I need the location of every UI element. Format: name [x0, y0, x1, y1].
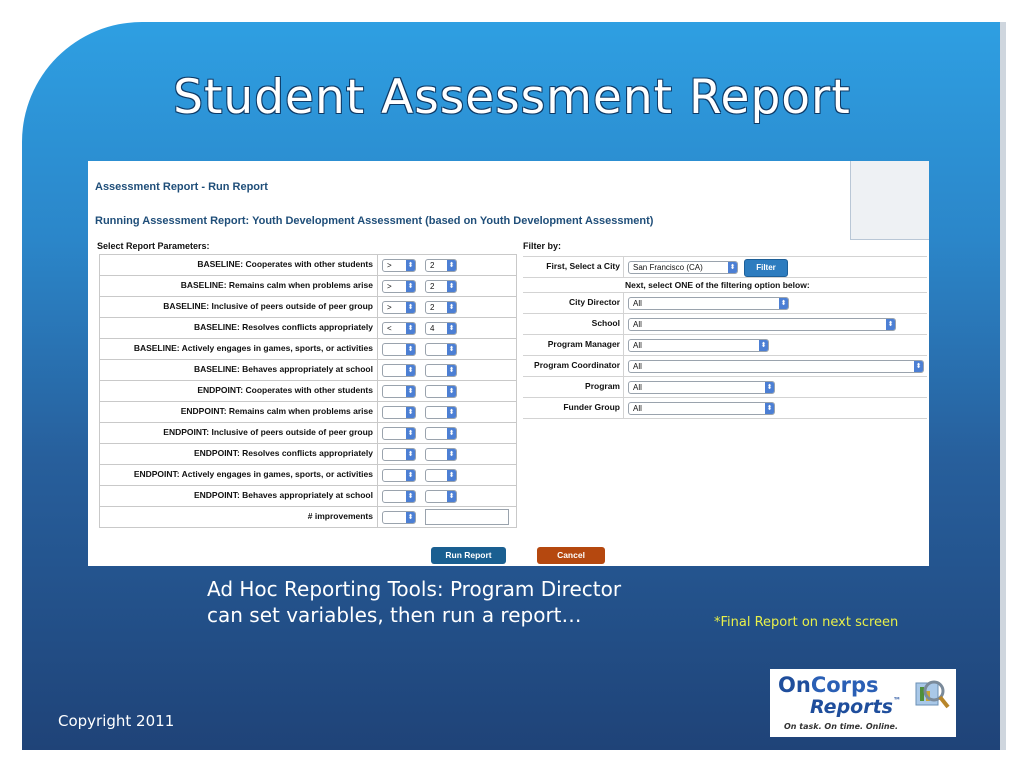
- school-label: School: [523, 314, 624, 334]
- final-report-note: *Final Report on next screen: [714, 615, 899, 630]
- city-director-select[interactable]: All ⬍: [628, 297, 789, 310]
- value-select[interactable]: [425, 343, 457, 356]
- select-arrow-icon: ⬍: [407, 451, 414, 458]
- improvements-label: # improvements: [100, 507, 378, 527]
- filter-row-program: [523, 376, 927, 397]
- select-arrow-icon: ⬍: [407, 367, 414, 374]
- slide-caption: Ad Hoc Reporting Tools: Program Director can set variables, then run a report…: [207, 577, 622, 627]
- oncorps-logo: [770, 669, 956, 737]
- filter-heading: Filter by:: [523, 241, 562, 251]
- value-select[interactable]: [425, 469, 457, 482]
- operator-select[interactable]: > ⬍: [382, 280, 416, 293]
- slide-title: Student Assessment Report: [173, 70, 851, 125]
- value-select[interactable]: 2 ⬍: [425, 301, 457, 314]
- param-row: [99, 422, 517, 443]
- city-director-label: City Director: [523, 293, 624, 313]
- operator-select[interactable]: > ⬍: [382, 301, 416, 314]
- program-label: Program: [523, 377, 624, 397]
- param-label: BASELINE: Actively engages in games, sports, or activities: [100, 339, 378, 359]
- operator-select[interactable]: < ⬍: [382, 322, 416, 335]
- param-row: [99, 317, 517, 338]
- report-screenshot: [88, 161, 929, 566]
- funder-group-select[interactable]: All ⬍: [628, 402, 775, 415]
- logo-wordmark: OnCorps: [778, 673, 879, 697]
- param-row: [99, 443, 517, 464]
- select-arrow-icon: ⬍: [407, 304, 414, 311]
- param-row: [99, 359, 517, 380]
- filter-row-school: [523, 313, 927, 334]
- select-arrow-icon: ⬍: [407, 325, 414, 332]
- select-arrow-icon: ⬍: [407, 514, 414, 521]
- param-label: ENDPOINT: Remains calm when problems arise: [100, 402, 378, 422]
- select-arrow-icon: ⬍: [448, 409, 455, 416]
- operator-select[interactable]: > ⬍: [382, 259, 416, 272]
- program-coordinator-label: Program Coordinator: [523, 356, 624, 376]
- param-label: ENDPOINT: Resolves conflicts appropriately: [100, 444, 378, 464]
- select-arrow-icon: ⬍: [448, 325, 455, 332]
- copyright-text: Copyright 2011: [58, 712, 175, 730]
- param-table: [99, 254, 517, 528]
- cancel-button[interactable]: Cancel: [537, 547, 605, 564]
- param-row: [99, 401, 517, 422]
- funder-group-label: Funder Group: [523, 398, 624, 418]
- school-select[interactable]: All ⬍: [628, 318, 896, 331]
- logo-tagline: On task. On time. Online.: [784, 722, 898, 731]
- improvements-operator-select[interactable]: [382, 511, 416, 524]
- param-row: [99, 296, 517, 317]
- operator-select[interactable]: [382, 343, 416, 356]
- select-arrow-icon: ⬍: [407, 472, 414, 479]
- param-row: [99, 380, 517, 401]
- select-arrow-icon: ⬍: [448, 493, 455, 500]
- filter-note: Next, select ONE of the filtering option below:: [625, 280, 810, 290]
- select-arrow-icon: ⬍: [766, 384, 773, 391]
- filter-row-program-coordinator: [523, 355, 927, 376]
- filter-row-city: [523, 256, 927, 277]
- improvements-input[interactable]: [425, 509, 509, 525]
- logo-reports: Reports™: [810, 696, 901, 718]
- select-arrow-icon: ⬍: [448, 346, 455, 353]
- select-arrow-icon: ⬍: [407, 430, 414, 437]
- value-select[interactable]: [425, 385, 457, 398]
- param-row: [99, 254, 517, 275]
- value-select[interactable]: [425, 406, 457, 419]
- param-row: [99, 485, 517, 506]
- value-select[interactable]: [425, 427, 457, 440]
- value-select[interactable]: 2 ⬍: [425, 259, 457, 272]
- panel-corner: [850, 161, 929, 240]
- program-manager-label: Program Manager: [523, 335, 624, 355]
- param-label: BASELINE: Cooperates with other students: [100, 255, 378, 275]
- select-arrow-icon: ⬍: [448, 367, 455, 374]
- select-arrow-icon: ⬍: [407, 493, 414, 500]
- param-label: ENDPOINT: Inclusive of peers outside of peer group: [100, 423, 378, 443]
- select-arrow-icon: ⬍: [760, 342, 767, 349]
- operator-select[interactable]: [382, 364, 416, 377]
- operator-select[interactable]: [382, 469, 416, 482]
- select-arrow-icon: ⬍: [448, 388, 455, 395]
- select-arrow-icon: ⬍: [407, 283, 414, 290]
- report-page-title: Assessment Report - Run Report: [95, 181, 268, 193]
- param-row: [99, 338, 517, 359]
- select-arrow-icon: ⬍: [448, 451, 455, 458]
- program-select[interactable]: All ⬍: [628, 381, 775, 394]
- filter-table: [523, 256, 927, 419]
- select-arrow-icon: ⬍: [407, 388, 414, 395]
- param-row: [99, 464, 517, 485]
- program-manager-select[interactable]: All ⬍: [628, 339, 769, 352]
- select-arrow-icon: ⬍: [915, 363, 922, 370]
- param-label: ENDPOINT: Behaves appropriately at school: [100, 486, 378, 506]
- select-arrow-icon: ⬍: [887, 321, 894, 328]
- operator-select[interactable]: [382, 385, 416, 398]
- param-label: ENDPOINT: Cooperates with other students: [100, 381, 378, 401]
- operator-select[interactable]: [382, 406, 416, 419]
- select-arrow-icon: ⬍: [407, 409, 414, 416]
- operator-select[interactable]: [382, 448, 416, 461]
- select-arrow-icon: ⬍: [407, 346, 414, 353]
- select-arrow-icon: ⬍: [448, 262, 455, 269]
- city-select[interactable]: San Francisco (CA) ⬍: [628, 261, 738, 274]
- param-label: ENDPOINT: Actively engages in games, sports, or activities: [100, 465, 378, 485]
- operator-select[interactable]: [382, 427, 416, 440]
- value-select[interactable]: 4 ⬍: [425, 322, 457, 335]
- improvements-row: [99, 506, 517, 528]
- value-select[interactable]: [425, 448, 457, 461]
- filter-row-program-manager: [523, 334, 927, 355]
- value-select[interactable]: [425, 490, 457, 503]
- value-select[interactable]: [425, 364, 457, 377]
- report-subtitle: Running Assessment Report: Youth Development Assessment (based on Youth Development Assessment): [95, 215, 654, 227]
- filter-row-funder-group: [523, 397, 927, 419]
- param-label: BASELINE: Behaves appropriately at school: [100, 360, 378, 380]
- select-arrow-icon: ⬍: [407, 262, 414, 269]
- filter-row-city-director: [523, 292, 927, 313]
- param-label: BASELINE: Resolves conflicts appropriately: [100, 318, 378, 338]
- param-row: [99, 275, 517, 296]
- select-arrow-icon: ⬍: [780, 300, 787, 307]
- city-label: First, Select a City: [523, 257, 624, 277]
- run-report-button[interactable]: Run Report: [431, 547, 506, 564]
- value-select[interactable]: 2 ⬍: [425, 280, 457, 293]
- select-arrow-icon: ⬍: [448, 304, 455, 311]
- param-label: BASELINE: Inclusive of peers outside of peer group: [100, 297, 378, 317]
- select-arrow-icon: ⬍: [448, 283, 455, 290]
- operator-select[interactable]: [382, 490, 416, 503]
- select-arrow-icon: ⬍: [766, 405, 773, 412]
- filter-button[interactable]: Filter: [744, 259, 788, 277]
- params-heading: Select Report Parameters:: [97, 241, 210, 251]
- magnifier-icon: [912, 675, 952, 715]
- program-coordinator-select[interactable]: All ⬍: [628, 360, 924, 373]
- param-label: BASELINE: Remains calm when problems arise: [100, 276, 378, 296]
- select-arrow-icon: ⬍: [448, 472, 455, 479]
- select-arrow-icon: ⬍: [448, 430, 455, 437]
- select-arrow-icon: ⬍: [729, 264, 736, 271]
- filter-note-row: [523, 277, 927, 292]
- slide-edge: [1000, 22, 1006, 750]
